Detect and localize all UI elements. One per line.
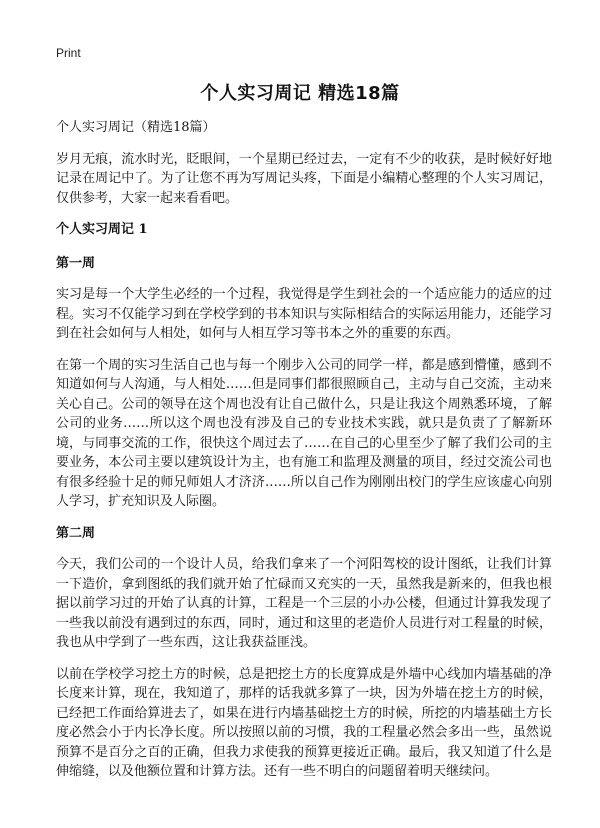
week-heading: 第一周 bbox=[56, 255, 96, 271]
section-heading: 个人实习周记 1 bbox=[56, 222, 148, 237]
paragraph: 以前在学校学习挖土方的时候，总是把挖土方的长度算成是外墙中心线加内墙基础的净长度来计算，现在，我知道了，那样的话我就多算了一块，因为外墙在挖土方的时候，已经把工作面给算进去了，如果在进行内墙基础挖土方的时候，所挖的内墙基础土方长度必然会小于内长净长度。所以按照以前的习惯，我的工程量必然会多出一些，虽然说预算不是百分之百的正确，但我力求使我的预算更接近正确。最后，我又知道了什么是伸缩缝，以及他额位置和计算方法。还有一些不明白的问题留着明天继续问。 bbox=[56, 666, 552, 779]
article-body bbox=[56, 118, 552, 794]
page-title: 个人实习周记 精选18篇 bbox=[200, 83, 400, 104]
week-heading: 第二周 bbox=[56, 525, 96, 541]
paragraph: 在第一个周的实习生活自己也与每一个刚步入公司的同学一样，都是感到懵懂，感到不知道如何与人沟通，与人相处……但是同事们都很照顾自己，主动与自己交流，主动来关心自己。公司的领导在这个周也没有让自己做什么，只是让我这个周熟悉环境，了解公司的业务……所以这个周也没有涉及自己的专业技术实践，就只是负责了了解新环境，与同事交流的工作，很快这个周过去了……在自己的心里至少了解了我们公司的主要业务，本公司主要以建筑设计为主，也有施工和监理及测量的项目，经过交流公司也有很多经验十足的师兄师姐人才济济……所以自己作为刚刚出校门的学生应该虚心向别人学习，扩充知识及人际圈。 bbox=[56, 357, 552, 509]
paragraph: 实习是每一个大学生必经的一个过程，我觉得是学生到社会的一个适应能力的适应的过程。实习不仅能学习到在学校学到的书本知识与实际相结合的实际运用能力，还能学习到在社会如何与人相处，如何与人相互学习等书本之外的重要的东西。 bbox=[56, 287, 552, 341]
print-link[interactable]: Print bbox=[56, 46, 81, 60]
subtitle: 个人实习周记（精选18篇） bbox=[56, 120, 216, 135]
paragraph: 今天，我们公司的一个设计人员，给我们拿来了一个河阳驾校的设计图纸，让我们计算一下造价，拿到图纸的我们就开始了忙碌而又充实的一天，虽然我是新来的，但我也根据以前学习过的开始了认真的计算，工程是一个三层的小办公楼，但通过计算我发现了一些我以前没有遇到过的东西，同时，通过和这里的老造价人员进行对工程量的时候，我也从中学到了一些东西，这让我获益匪浅。 bbox=[56, 557, 552, 650]
intro-paragraph: 岁月无痕，流水时光，眨眼间，一个星期已经过去，一定有不少的收获，是时候好好地记录在周记中了。为了让您不再为写周记头疼，下面是小编精心整理的个人实习周记，仅供参考，大家一起来看看吧。 bbox=[56, 151, 552, 206]
